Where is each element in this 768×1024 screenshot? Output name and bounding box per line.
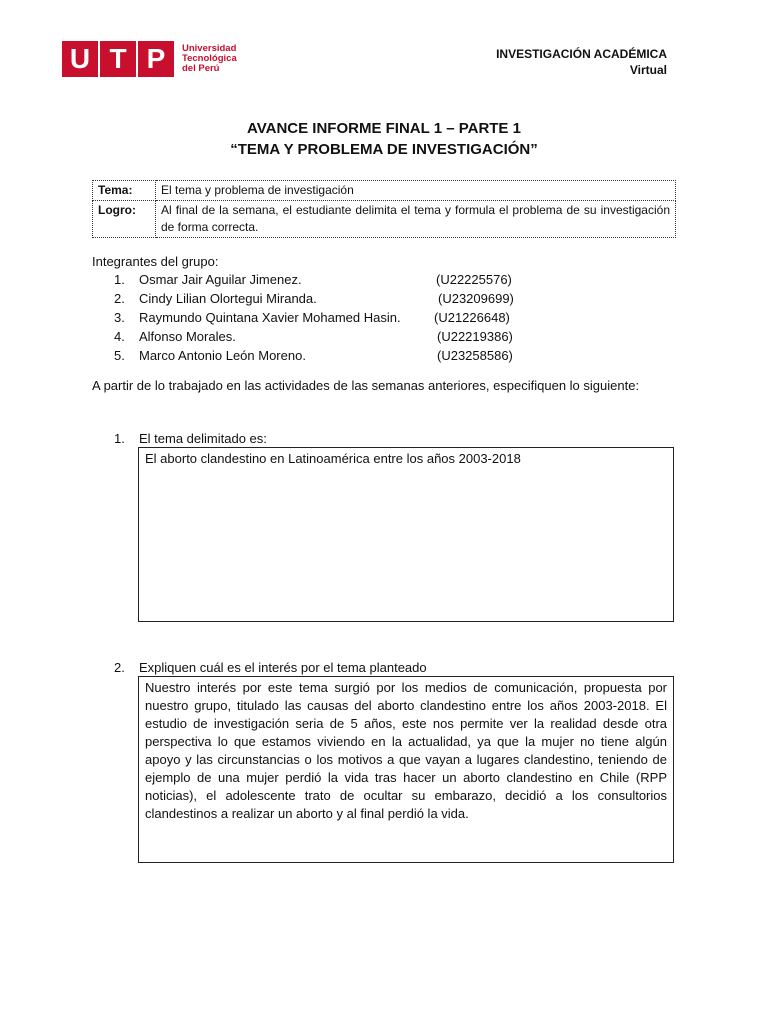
member-number: 2. bbox=[114, 291, 125, 306]
document-title bbox=[0, 118, 768, 160]
title-line-1: AVANCE INFORME FINAL 1 – PARTE 1 bbox=[247, 120, 521, 137]
list-item bbox=[92, 327, 652, 346]
table-row bbox=[93, 201, 676, 238]
logo-university-name bbox=[182, 44, 237, 74]
table-row bbox=[93, 181, 676, 201]
list-item bbox=[92, 346, 652, 365]
list-item bbox=[92, 289, 652, 308]
answer-box-1: El aborto clandestino en Latinoamérica entre los años 2003-2018 bbox=[138, 447, 674, 622]
member-code: (U22219386) bbox=[437, 329, 513, 344]
member-name: Cindy Lilian Olortegui Miranda. bbox=[139, 291, 317, 306]
course-modality: Virtual bbox=[629, 63, 667, 77]
question-text: El tema delimitado es: bbox=[139, 431, 267, 446]
info-table bbox=[92, 180, 676, 238]
list-item bbox=[92, 308, 652, 327]
member-code: (U22225576) bbox=[436, 272, 512, 287]
course-name: INVESTIGACIÓN ACADÉMICA bbox=[496, 47, 667, 61]
member-name: Alfonso Morales. bbox=[139, 329, 236, 344]
logo-text-line-2: Tecnológica bbox=[182, 53, 237, 64]
member-code: (U21226648) bbox=[434, 310, 510, 325]
members-list bbox=[92, 270, 652, 365]
question-2 bbox=[114, 659, 427, 677]
member-number: 5. bbox=[114, 348, 125, 363]
member-name: Raymundo Quintana Xavier Mohamed Hasin. bbox=[139, 310, 401, 325]
member-code: (U23258586) bbox=[437, 348, 513, 363]
logo-letter-u: U bbox=[62, 41, 98, 77]
question-number: 1. bbox=[114, 431, 125, 446]
member-name: Osmar Jair Aguilar Jimenez. bbox=[139, 272, 302, 287]
member-number: 3. bbox=[114, 310, 125, 325]
members-heading: Integrantes del grupo: bbox=[92, 254, 219, 269]
tema-label: Tema: bbox=[93, 181, 156, 201]
member-number: 1. bbox=[114, 272, 125, 287]
list-item bbox=[92, 270, 652, 289]
logro-label: Logro: bbox=[93, 201, 156, 238]
logo-text-line-1: Universidad bbox=[182, 43, 237, 54]
logro-value: Al final de la semana, el estudiante delimita el tema y formula el problema de su investigación de forma correcta. bbox=[156, 201, 676, 238]
logo-text-line-3: del Perú bbox=[182, 63, 220, 74]
question-1 bbox=[114, 430, 267, 448]
course-header bbox=[496, 46, 667, 78]
tema-value: El tema y problema de investigación bbox=[156, 181, 676, 201]
member-number: 4. bbox=[114, 329, 125, 344]
member-name: Marco Antonio León Moreno. bbox=[139, 348, 306, 363]
question-text: Expliquen cuál es el interés por el tema planteado bbox=[139, 660, 427, 675]
intro-paragraph: A partir de lo trabajado en las actividades de las semanas anteriores, especifiquen lo siguiente: bbox=[92, 378, 640, 393]
question-number: 2. bbox=[114, 660, 125, 675]
utp-logo bbox=[62, 41, 237, 77]
member-code: (U23209699) bbox=[438, 291, 514, 306]
logo-letter-t: T bbox=[100, 41, 136, 77]
logo-letter-p: P bbox=[138, 41, 174, 77]
title-line-2: “TEMA Y PROBLEMA DE INVESTIGACIÓN” bbox=[230, 141, 538, 158]
answer-box-2: Nuestro interés por este tema surgió por los medios de comunicación, propuesta por nuestro grupo, titulado las causas del aborto clandestino entre los años 2003-2018. El estudio de investigación seria de 5 años, este nos permite ver la realidad desde otra perspectiva lo que estamos viviendo en la actualidad, ya que la mujer no tiene algún apoyo y las circunstancias o los motivos a que vayan a lugares clandestino, teniendo de ejemplo de una mujer perdió la vida tras hacer un aborto clandestino en Chile (RPP noticias), el adolescente trato de ocultar su embarazo, decidió a los consultorios clandestinos a realizar un aborto y al final perdió la vida. bbox=[138, 676, 674, 863]
